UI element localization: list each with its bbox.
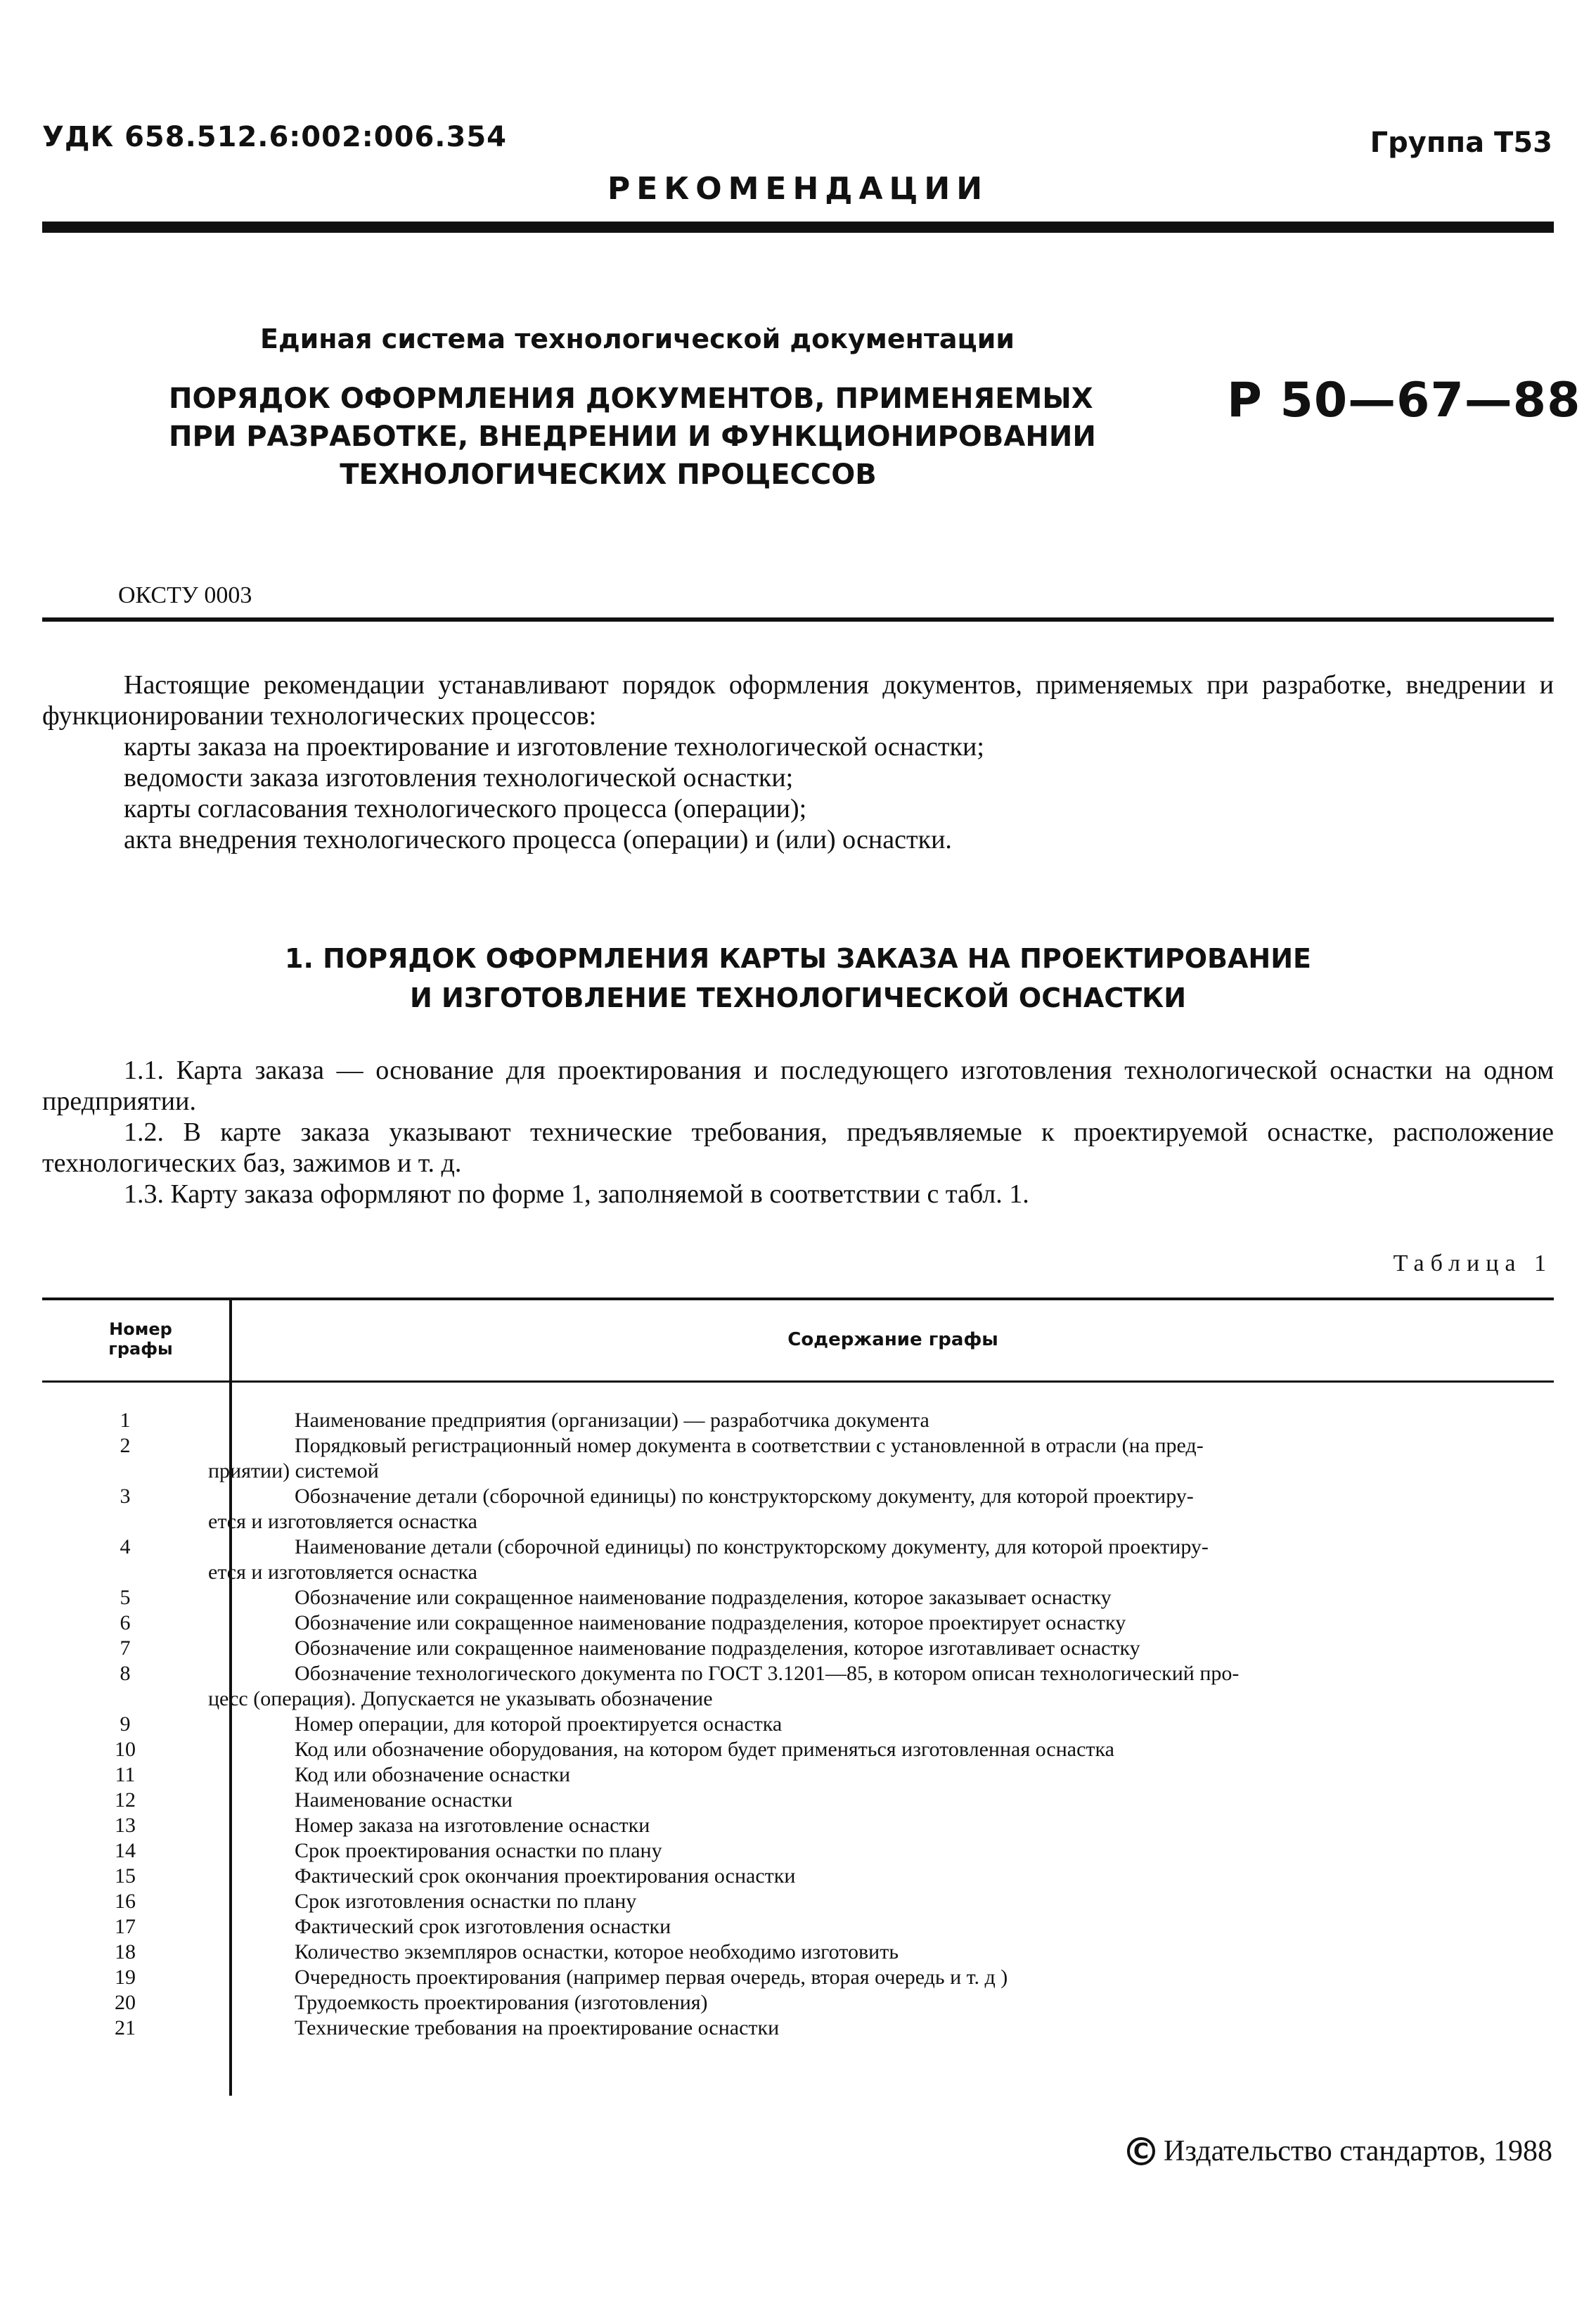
section-paragraph: 1.2. В карте заказа указывают технические требования, предъявляемые к проектируемой оснастке, расположение технологических баз, зажимов и т. д. [42, 1117, 1554, 1178]
table-row-number: 10 [115, 1738, 136, 1761]
table-row-number: 21 [115, 2016, 136, 2039]
intro-paragraph: Настоящие рекомендации устанавливают порядок оформления документов, применяемых при разработке, внедрении и функционировании технологических процессов: [42, 670, 1554, 731]
table-row-number: 6 [120, 1611, 131, 1634]
table-row-text: ется и изготовляется оснастка [208, 1510, 477, 1533]
table-row [42, 1712, 1554, 1737]
table-row [42, 1788, 1554, 1813]
document-category: РЕКОМЕНДАЦИИ [607, 171, 989, 207]
table-header-rule [42, 1380, 1554, 1383]
table-row-number: 16 [115, 1890, 136, 1913]
copyright-text: Издательство стандартов, 1988 [1164, 2135, 1552, 2167]
table-row-number [42, 1459, 208, 1484]
table-row-text: Номер операции, для которой проектируется оснастка [295, 1712, 783, 1736]
table-row [42, 1914, 1554, 1940]
table-row [42, 1636, 1554, 1661]
table-row-text: Очередность проектирования (например первая очередь, вторая очередь и т. д ) [295, 1966, 1008, 1989]
table-row-number: 13 [115, 1814, 136, 1837]
table-row-text: Фактический срок окончания проектирования оснастки [295, 1864, 796, 1888]
title-rule [42, 617, 1554, 622]
table-row-text: Срок проектирования оснастки по плану [295, 1839, 662, 1862]
table-row-text: Трудоемкость проектирования (изготовления) [295, 1991, 708, 2014]
table-header-content: Содержание графы [787, 1329, 998, 1350]
table-row-text: ется и изготовляется оснастка [208, 1561, 477, 1584]
main-title-line: ПОРЯДОК ОФОРМЛЕНИЯ ДОКУМЕНТОВ, ПРИМЕНЯЕМЫХ [169, 383, 1093, 415]
table-header-number [70, 1319, 211, 1359]
table-row [42, 1990, 1554, 2016]
table-body [42, 1408, 1554, 2041]
section-paragraph: 1.1. Карта заказа — основание для проектирования и последующего изготовления технологической оснастки на одном предприятии. [42, 1056, 1554, 1116]
copyright [1127, 2134, 1552, 2168]
intro-list-item: карты заказа на проектирование и изготовление технологической оснастки; [124, 732, 984, 762]
table-row-number: 2 [120, 1434, 131, 1457]
section-body [42, 1055, 1554, 1210]
table-row-number: 5 [120, 1586, 131, 1609]
document-number: Р 50—67—88 [1227, 373, 1581, 428]
table-row [42, 1408, 1554, 1433]
table-row [42, 1838, 1554, 1864]
table-row-text: Код или обозначение оборудования, на котором будет применяться изготовленная оснастка [295, 1738, 1114, 1761]
table-row-number: 1 [120, 1409, 131, 1432]
table-row [42, 1433, 1554, 1459]
table-row [42, 1484, 1554, 1509]
table-row [42, 1585, 1554, 1610]
table-row-number [42, 1686, 208, 1712]
table-row-text: Обозначение технологического документа по ГОСТ 3.1201—85, в котором описан технологический про- [295, 1662, 1240, 1685]
table-row-number: 17 [115, 1915, 136, 1938]
table-row-text: Код или обозначение оснастки [295, 1763, 571, 1786]
table-row [42, 1534, 1554, 1560]
table-row [42, 1610, 1554, 1636]
table-row-number: 20 [115, 1991, 136, 2014]
table-row-number: 3 [120, 1485, 131, 1508]
table-top-rule [42, 1298, 1554, 1300]
table-row-text: Обозначение или сокращенное наименование подразделения, которое изготавливает оснастку [295, 1636, 1140, 1660]
intro-list-item: акта внедрения технологического процесса (операции) и (или) оснастки. [124, 825, 952, 854]
table-row [42, 1459, 1554, 1484]
table-row [42, 1965, 1554, 1990]
table-row [42, 1686, 1554, 1712]
table-row-number: 19 [115, 1966, 136, 1989]
table-row [42, 1737, 1554, 1762]
main-title-line: ТЕХНОЛОГИЧЕСКИХ ПРОЦЕССОВ [340, 459, 877, 491]
table-row-text: Номер заказа на изготовление оснастки [295, 1814, 650, 1837]
table-row-number: 4 [120, 1535, 131, 1558]
table-row-text: Наименование предприятия (организации) — разработчика документа [295, 1409, 929, 1432]
table-row-number: 18 [115, 1940, 136, 1963]
table-row [42, 1940, 1554, 1965]
table-row-text: Обозначение детали (сборочной единицы) по конструкторскому документу, для которой проектиру- [295, 1485, 1194, 1508]
table-row-number: 12 [115, 1788, 136, 1812]
section-paragraph: 1.3. Карту заказа оформляют по форме 1, заполняемой в соответствии с табл. 1. [124, 1179, 1029, 1209]
table-header-number-line: графы [108, 1339, 173, 1359]
table-row-text: Количество экземпляров оснастки, которое необходимо изготовить [295, 1940, 899, 1963]
oksty-code: ОКСТУ 0003 [118, 582, 252, 608]
intro-section [42, 669, 1554, 855]
section-heading-line: 1. ПОРЯДОК ОФОРМЛЕНИЯ КАРТЫ ЗАКАЗА НА ПРОЕКТИРОВАНИЕ [285, 943, 1311, 974]
udk-code: УДК 658.512.6:002:006.354 [42, 121, 507, 153]
header-thick-rule [42, 222, 1554, 233]
table-row-number [42, 1560, 208, 1585]
table-row-number: 15 [115, 1864, 136, 1888]
table-row-text: цесс (операция). Допускается не указывать обозначение [208, 1687, 713, 1710]
main-title-line: ПРИ РАЗРАБОТКЕ, ВНЕДРЕНИИ И ФУНКЦИОНИРОВАНИИ [169, 421, 1096, 453]
main-title [169, 380, 1096, 494]
section-heading-line: И ИЗГОТОВЛЕНИЕ ТЕХНОЛОГИЧЕСКОЙ ОСНАСТКИ [409, 982, 1187, 1013]
intro-list-item: ведомости заказа изготовления технологической оснастки; [124, 763, 794, 793]
table-row [42, 1889, 1554, 1914]
table-row [42, 2016, 1554, 2041]
intro-list-item: карты согласования технологического процесса (операции); [124, 794, 807, 824]
table-row-number [42, 1509, 208, 1534]
copyright-icon: C [1127, 2137, 1155, 2165]
section-heading [0, 939, 1596, 1018]
table-row-number: 11 [115, 1763, 136, 1786]
table-row [42, 1661, 1554, 1686]
table-row-text: Порядковый регистрационный номер документа в соответствии с установленной в отрасли (на пред- [295, 1434, 1204, 1457]
table-row-text: Обозначение или сокращенное наименование подразделения, которое заказывает оснастку [295, 1586, 1112, 1609]
table-label: Таблица 1 [1393, 1250, 1552, 1276]
table-row-text: Фактический срок изготовления оснастки [295, 1915, 671, 1938]
group-code: Группа Т53 [1370, 127, 1552, 159]
table-row-text: Обозначение или сокращенное наименование подразделения, которое проектирует оснастку [295, 1611, 1126, 1634]
table-row-text: Технические требования на проектирование оснастки [295, 2016, 780, 2039]
table-row [42, 1509, 1554, 1534]
table-row-number: 7 [120, 1636, 131, 1660]
table-row-number: 9 [120, 1712, 131, 1736]
table-row-text: приятии) системой [208, 1459, 379, 1482]
table-row-number: 14 [115, 1839, 136, 1862]
table-row-text: Срок изготовления оснастки по плану [295, 1890, 637, 1913]
table-header-number-line: Номер [109, 1319, 172, 1339]
table-row [42, 1813, 1554, 1838]
table-row [42, 1864, 1554, 1889]
table-row-text: Наименование оснастки [295, 1788, 513, 1812]
table-row [42, 1560, 1554, 1585]
table-row-number: 8 [120, 1662, 131, 1685]
table-row [42, 1762, 1554, 1788]
table-row-text: Наименование детали (сборочной единицы) по конструкторскому документу, для которой проектиру- [295, 1535, 1209, 1558]
system-title: Единая система технологической документации [260, 323, 1015, 354]
